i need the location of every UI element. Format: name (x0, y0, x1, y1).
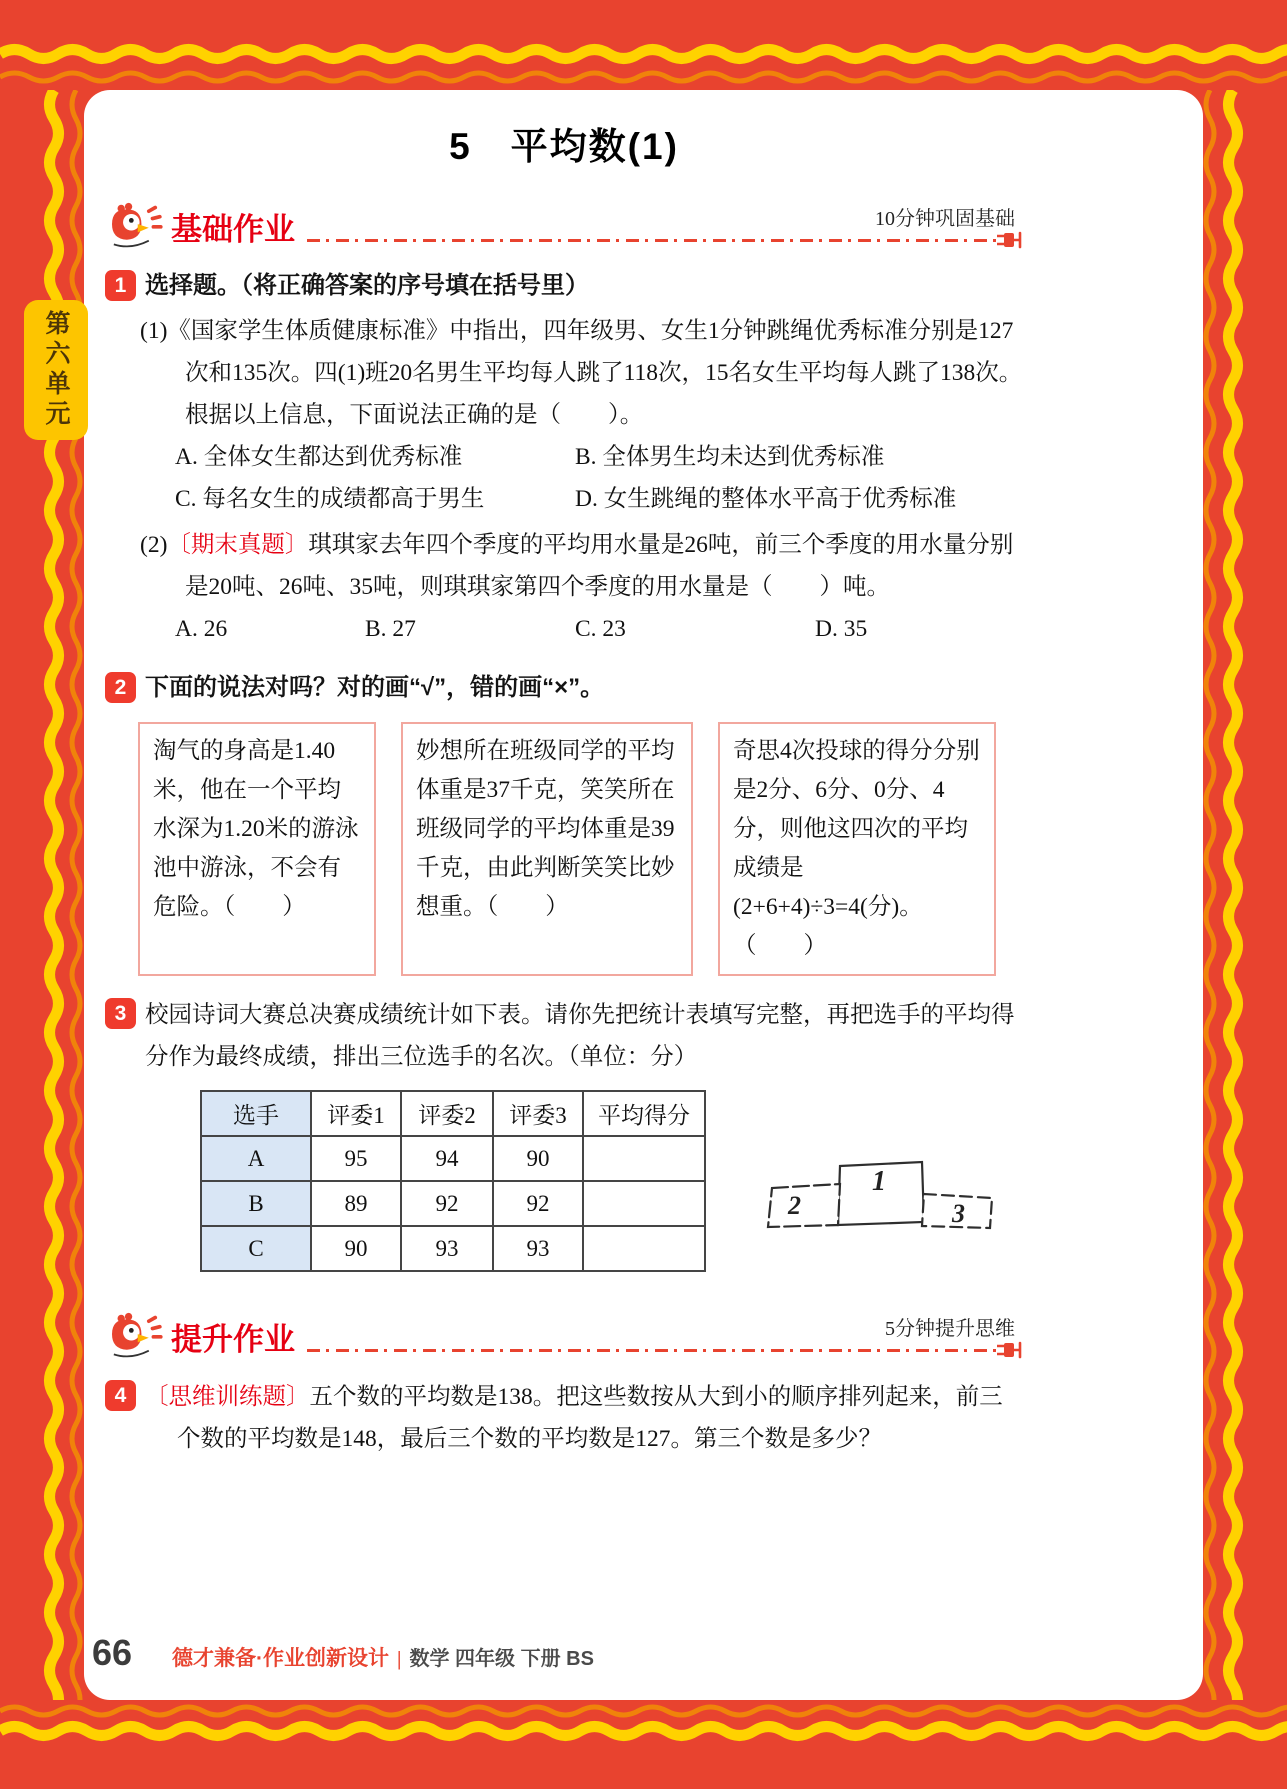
question-2-stem: 下面的说法对吗？对的画“√”，错的画“×”。 (145, 674, 605, 701)
option-d: D. 35 (815, 616, 868, 642)
podium-sketch (764, 1152, 999, 1240)
boost-section-header (105, 1312, 1023, 1358)
page-panel (84, 90, 1203, 1700)
col-header-judge2: 评委2 (401, 1091, 493, 1136)
question-3 (105, 994, 1023, 1078)
score-table (200, 1090, 706, 1272)
col-header-judge3: 评委3 (493, 1091, 583, 1136)
dash-dot-line (307, 1349, 997, 1352)
option-b: B. 全体男生均未达到优秀标准 (575, 444, 885, 470)
page-title: 5 平均数(1) (449, 126, 679, 167)
score-cell: 90 (311, 1226, 401, 1271)
option-a: A. 26 (175, 616, 228, 642)
judgment-box-3: 奇思4次投球的得分分别是2分、6分、0分、4分，则他这四次的平均成绩是(2+6+4)÷3=4(分)。（ ） (718, 722, 996, 976)
option-b: B. 27 (365, 616, 416, 642)
table-row (201, 1181, 705, 1226)
q1-part1-options-row1 (175, 436, 1023, 478)
contestant-name: A (201, 1136, 311, 1181)
boost-section-rule (307, 1312, 1023, 1358)
question-1-stem: 选择题。（将正确答案的序号填在括号里） (145, 272, 589, 299)
podium-rank-3: 3 (952, 1199, 965, 1228)
question-4-badge: 4 (105, 1380, 136, 1411)
page-footer (92, 1632, 594, 1674)
question-1-part1: (1)《国家学生体质健康标准》中指出，四年级男、女生1分钟跳绳优秀标准分别是127次和135次。四(1)班20名男生平均每人跳了118次，15名女生平均每人跳了138次。根据以上信息，下面说法正确的是（ ）。 (140, 318, 1023, 428)
judgment-boxes (138, 722, 1023, 976)
question-2-badge: 2 (105, 672, 136, 703)
question-4-text (145, 1376, 1023, 1460)
plug-icon (997, 1341, 1023, 1359)
boost-time-note: 5分钟提升思维 (885, 1318, 1015, 1340)
option-c: C. 23 (575, 616, 626, 642)
score-cell: 95 (311, 1136, 401, 1181)
page-content (84, 90, 1203, 1460)
footer-brand: 德才兼备·作业创新设计 (172, 1647, 390, 1670)
basic-section-title: 基础作业 (171, 212, 295, 247)
question-3-workspace (105, 1090, 1023, 1272)
table-row (201, 1136, 705, 1181)
col-header-contestant: 选手 (201, 1091, 311, 1136)
table-row (201, 1226, 705, 1271)
part2-label: (2) (140, 532, 168, 558)
chick-mascot-icon (105, 1312, 165, 1358)
part2-text: 琪琪家去年四个季度的平均用水量是26吨，前三个季度的用水量分别是20吨、26吨、35吨，则琪琪家第四个季度的用水量是（ ）吨。 (185, 532, 1014, 600)
question-4 (105, 1376, 1023, 1460)
unit-tab (24, 300, 88, 440)
question-1-part2 (140, 524, 1023, 608)
contestant-name: B (201, 1181, 311, 1226)
col-header-judge1: 评委1 (311, 1091, 401, 1136)
question-1-badge: 1 (105, 270, 136, 301)
option-d: D. 女生跳绳的整体水平高于优秀标准 (575, 486, 957, 512)
score-cell: 93 (493, 1226, 583, 1271)
contestant-name: C (201, 1226, 311, 1271)
podium-rank-1: 1 (872, 1166, 886, 1197)
dash-dot-line (307, 239, 997, 242)
average-blank-cell (583, 1136, 705, 1181)
col-header-average: 平均得分 (583, 1091, 705, 1136)
score-cell: 92 (493, 1181, 583, 1226)
wave-border-bottom (0, 1693, 1287, 1789)
score-cell: 93 (401, 1226, 493, 1271)
score-cell: 89 (311, 1181, 401, 1226)
option-a: A. 全体女生都达到优秀标准 (175, 444, 463, 470)
question-3-stem: 校园诗词大赛总决赛成绩统计如下表。请你先把统计表填写完整，再把选手的平均得分作为最终成绩，排出三位选手的名次。（单位：分） (145, 1002, 1015, 1070)
training-tag: 〔思维训练题〕 (145, 1384, 310, 1410)
judgment-box-1: 淘气的身高是1.40米，他在一个平均水深为1.20米的游泳池中游泳，不会有危险。（ ） (138, 722, 376, 976)
question-3-badge: 3 (105, 998, 136, 1029)
basic-time-note: 10分钟巩固基础 (875, 208, 1015, 230)
q4-body: 五个数的平均数是138。把这些数按从大到小的顺序排列起来，前三个数的平均数是148，最后三个数的平均数是127。第三个数是多少？ (177, 1384, 1003, 1452)
question-2 (105, 668, 1023, 708)
footer-meta: 数学 四年级 下册 BS (409, 1648, 594, 1670)
footer-divider: | (397, 1648, 402, 1670)
question-1 (105, 266, 1023, 306)
q1-part2-options-row (175, 608, 1023, 650)
score-cell: 90 (493, 1136, 583, 1181)
judgment-box-2: 妙想所在班级同学的平均体重是37千克，笑笑所在班级同学的平均体重是39千克，由此判断笑笑比妙想重。（ ） (401, 722, 693, 976)
boost-section-title: 提升作业 (171, 1322, 295, 1357)
basic-section-rule (307, 202, 1023, 248)
chick-mascot-icon (105, 202, 165, 248)
option-c: C. 每名女生的成绩都高于男生 (175, 486, 485, 512)
wave-border-top (0, 0, 1287, 96)
score-cell: 94 (401, 1136, 493, 1181)
basic-section-header (105, 202, 1023, 248)
podium-rank-2: 2 (788, 1191, 801, 1220)
average-blank-cell (583, 1181, 705, 1226)
q1-part1-options-row2 (175, 478, 1023, 520)
exam-source-tag: 〔期末真题〕 (167, 532, 309, 558)
wave-border-right (1191, 90, 1287, 1700)
average-blank-cell (583, 1226, 705, 1271)
score-cell: 92 (401, 1181, 493, 1226)
plug-icon (997, 231, 1023, 249)
unit-tab-label: 第六单元 (42, 310, 70, 430)
table-header-row (201, 1091, 705, 1136)
page-number: 66 (92, 1632, 133, 1673)
